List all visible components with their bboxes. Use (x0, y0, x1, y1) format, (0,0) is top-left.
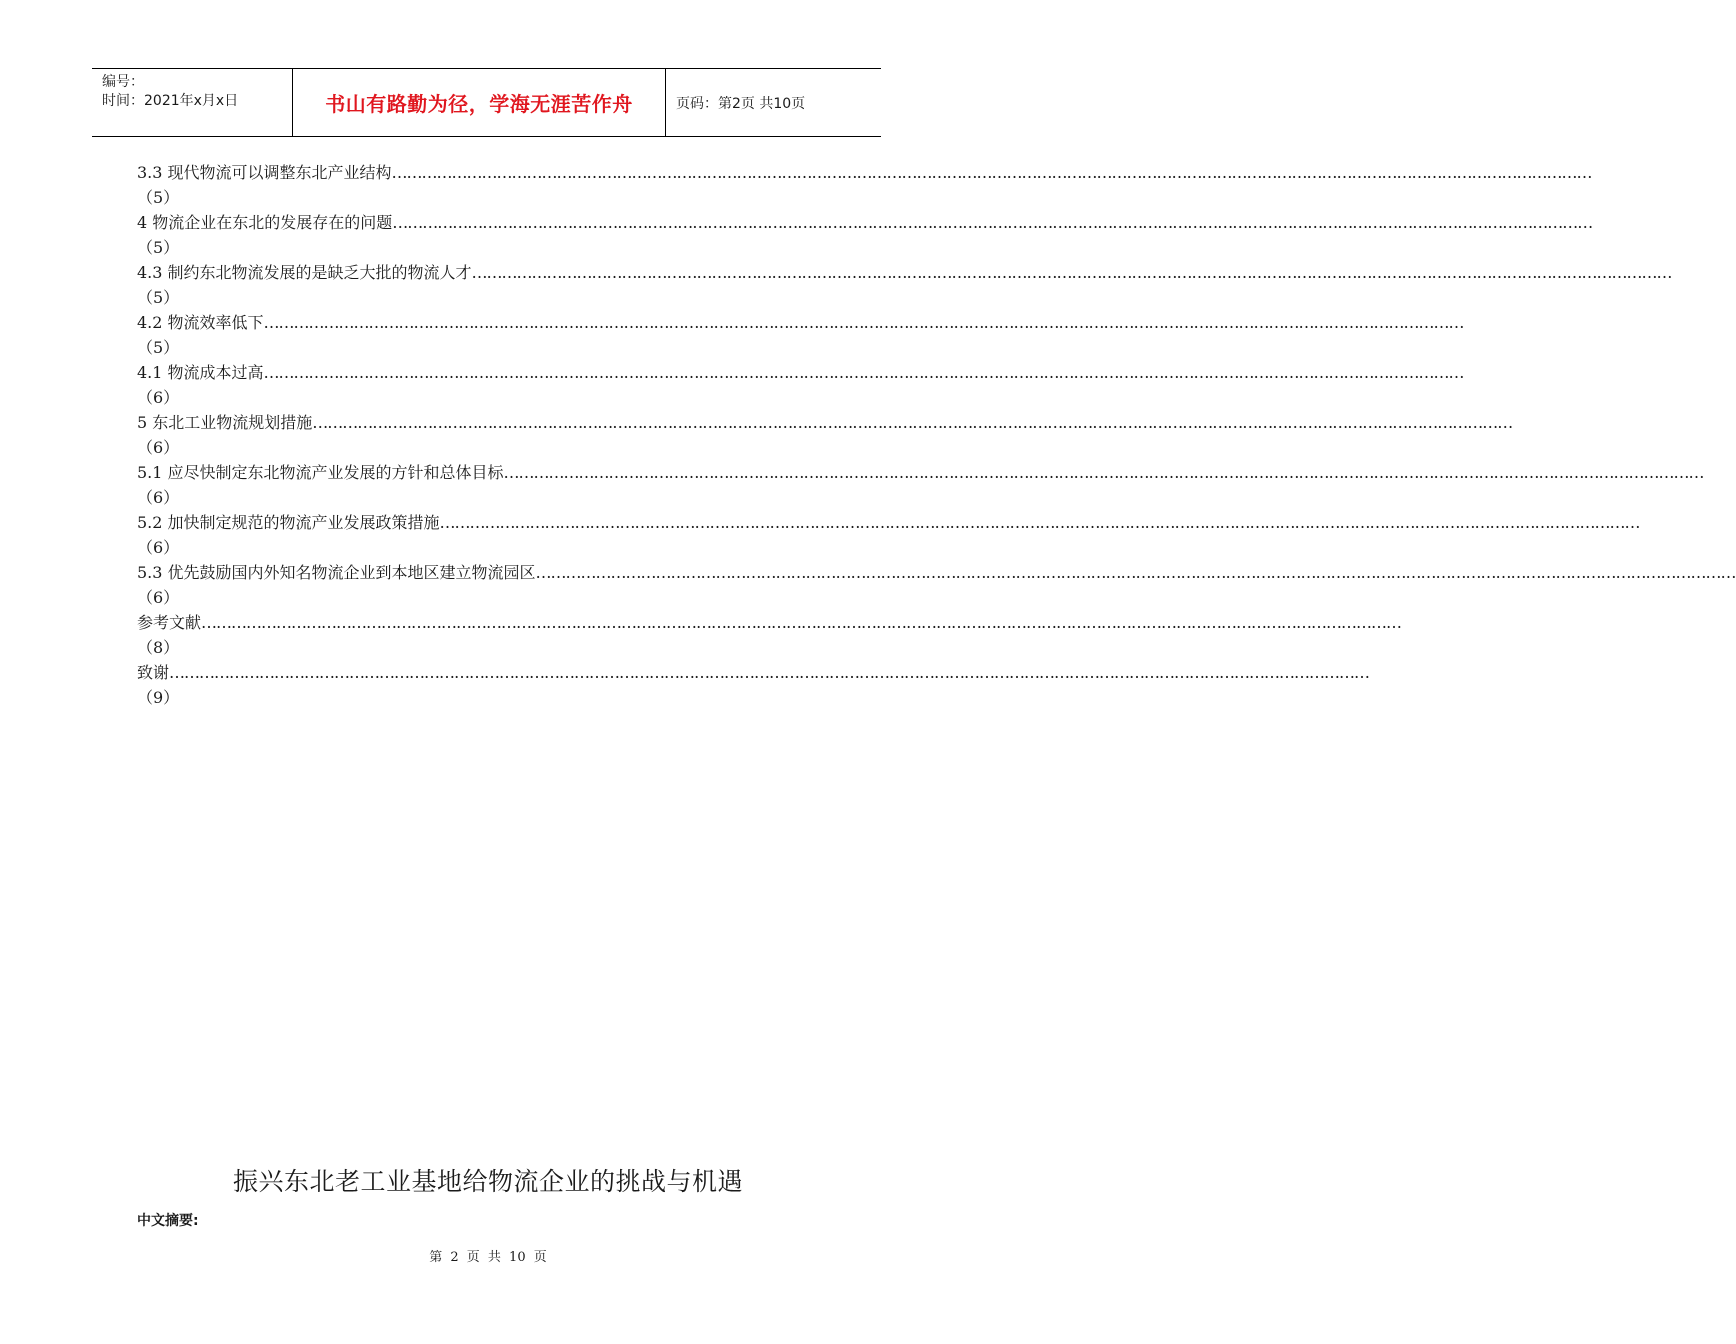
toc-dot-leader: …………………………………………………………………………………………………………………………………………………………………………………………………………………… (312, 413, 1513, 432)
table-of-contents (137, 160, 1736, 710)
toc-dot-leader: …………………………………………………………………………………………………………………………………………………………………………………………………………………… (263, 363, 1464, 382)
header-motto: 书山有路勤为径，学海无涯苦作舟 (325, 92, 633, 116)
toc-line (137, 510, 1640, 535)
page-footer: 第 2 页 共 10 页 (429, 1250, 547, 1265)
toc-entry-page: （6） (137, 588, 180, 607)
toc-dot-leader: …………………………………………………………………………………………………………………………………………………………………………………………………………………… (263, 313, 1464, 332)
toc-dot-leader: …………………………………………………………………………………………………………………………………………………………………………………………………………………… (503, 463, 1704, 482)
toc-entry (137, 560, 1736, 610)
toc-entry-page: （5） (137, 338, 180, 357)
toc-entry (137, 160, 1592, 210)
toc-dot-leader: …………………………………………………………………………………………………………………………………………………………………………………………………………………… (391, 163, 1592, 182)
toc-entry (137, 360, 1464, 410)
toc-entry-title: 5.2 加快制定规范的物流产业发展政策措施 (137, 513, 440, 532)
toc-entry-title: 5.1 应尽快制定东北物流产业发展的方针和总体目标 (137, 463, 504, 482)
toc-entry (137, 610, 1402, 660)
toc-dot-leader: …………………………………………………………………………………………………………………………………………………………………………………………………………………… (392, 213, 1593, 232)
toc-line (137, 360, 1464, 385)
toc-line (137, 460, 1704, 485)
toc-line (137, 210, 1593, 235)
toc-line (137, 410, 1513, 435)
toc-entry (137, 460, 1704, 510)
toc-entry-title: 4.3 制约东北物流发展的是缺乏大批的物流人才 (137, 263, 472, 282)
toc-entry (137, 410, 1513, 460)
toc-entry-page: （8） (137, 638, 180, 657)
toc-entry-page: （6） (137, 388, 180, 407)
toc-entry-page: （6） (137, 438, 180, 457)
toc-entry (137, 210, 1593, 260)
toc-dot-leader: …………………………………………………………………………………………………………………………………………………………………………………………………………………… (535, 563, 1736, 582)
header-page-cell (666, 69, 881, 136)
toc-entry-title: 4 物流企业在东北的发展存在的问题 (137, 213, 393, 232)
toc-dot-leader: …………………………………………………………………………………………………………………………………………………………………………………………………………………… (201, 613, 1402, 632)
page-header (92, 68, 881, 137)
toc-entry (137, 310, 1464, 360)
toc-entry-title: 参考文献 (137, 613, 202, 632)
toc-line (137, 560, 1736, 585)
header-meta-cell (92, 69, 293, 136)
abstract-label: 中文摘要: (137, 1213, 199, 1229)
header-motto-cell (293, 69, 666, 136)
toc-line (137, 310, 1464, 335)
toc-entry-page: （5） (137, 238, 180, 257)
toc-entry-title: 致谢 (137, 663, 170, 682)
document-title: 振兴东北老工业基地给物流企业的挑战与机遇 (232, 1167, 743, 1196)
toc-dot-leader: …………………………………………………………………………………………………………………………………………………………………………………………………………………… (439, 513, 1640, 532)
toc-entry-title: 4.2 物流效率低下 (137, 313, 264, 332)
toc-line (137, 260, 1672, 285)
toc-line (137, 660, 1370, 685)
toc-entry-title: 3.3 现代物流可以调整东北产业结构 (137, 163, 392, 182)
toc-dot-leader: …………………………………………………………………………………………………………………………………………………………………………………………………………………… (471, 263, 1672, 282)
toc-entry-title: 5.3 优先鼓励国内外知名物流企业到本地区建立物流园区 (137, 563, 536, 582)
toc-dot-leader: …………………………………………………………………………………………………………………………………………………………………………………………………………………… (169, 663, 1370, 682)
header-page-info: 页码：第2页 共10页 (676, 95, 806, 112)
header-time-label: 时间：2021年x月x日 (102, 93, 239, 109)
toc-entry-title: 4.1 物流成本过高 (137, 363, 264, 382)
toc-entry-title: 5 东北工业物流规划措施 (137, 413, 313, 432)
toc-entry (137, 260, 1672, 310)
toc-entry-page: （9） (137, 688, 180, 707)
toc-entry-page: （6） (137, 538, 180, 557)
toc-entry-page: （5） (137, 288, 180, 307)
toc-entry-page: （5） (137, 188, 180, 207)
toc-line (137, 160, 1592, 185)
header-number-label: 编号： (102, 74, 144, 90)
toc-entry (137, 660, 1370, 710)
toc-entry (137, 510, 1640, 560)
toc-entry-page: （6） (137, 488, 180, 507)
toc-line (137, 610, 1402, 635)
